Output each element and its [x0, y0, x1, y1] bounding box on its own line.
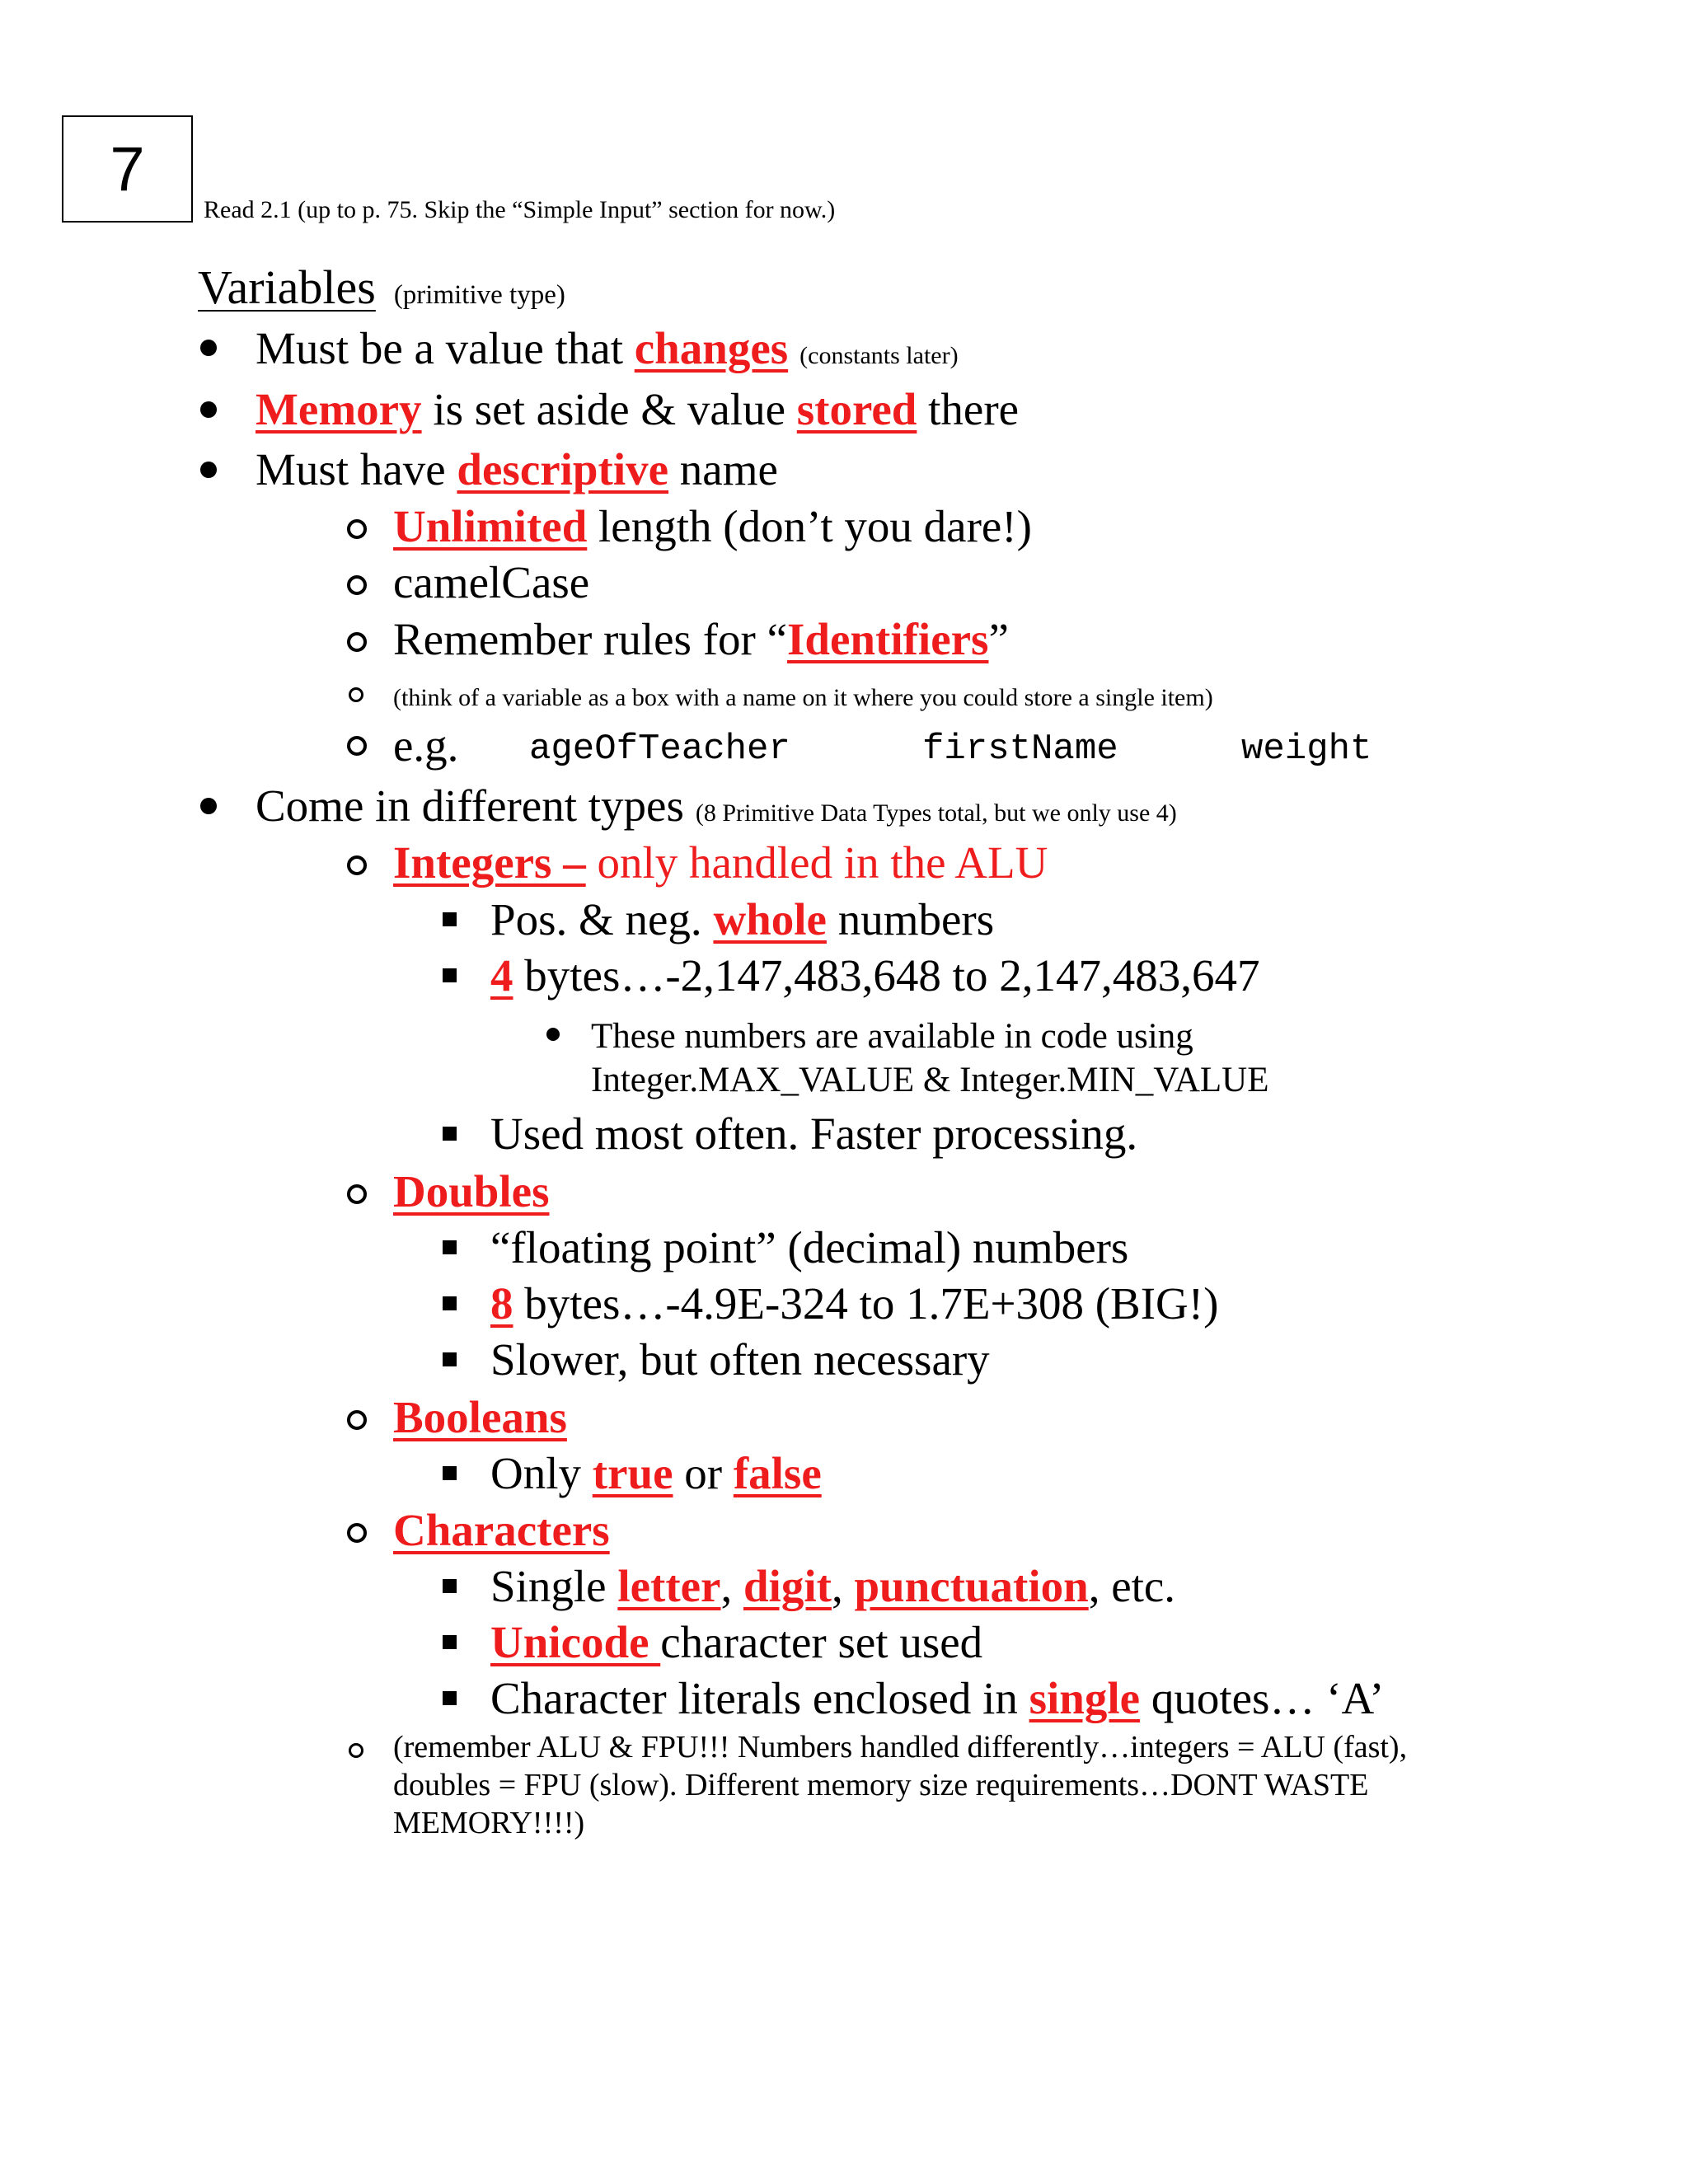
sub-sub-bullet-square — [443, 1240, 457, 1254]
bullet-text: quotes… ‘A’ — [1140, 1673, 1385, 1723]
bullet-dot — [200, 340, 217, 356]
booleans-true-false — [490, 1448, 822, 1498]
keyword-booleans: Booleans — [393, 1392, 567, 1442]
sub-bullet-identifiers — [393, 616, 1009, 662]
bullet-must-change — [256, 323, 959, 373]
keyword-punctuation: punctuation — [854, 1561, 1089, 1611]
sub-bullet-circle — [347, 736, 367, 756]
characters-literals — [490, 1675, 1384, 1721]
keyword-false: false — [733, 1448, 822, 1498]
integers-description: only handled in the ALU — [585, 837, 1048, 888]
remember-note-line2: doubles = FPU (slow). Different memory size requirements…DONT WASTE — [393, 1768, 1369, 1802]
sub-bullet-circle — [347, 1410, 367, 1430]
example-identifier: firstName — [922, 729, 1118, 770]
sub-sub-bullet-square — [443, 1579, 457, 1593]
page-number-box — [62, 115, 193, 223]
sub-bullet-circle — [347, 575, 367, 595]
bullet-text: there — [917, 384, 1020, 434]
remember-note-line3: MEMORY!!!!) — [393, 1806, 585, 1840]
example-identifier: ageOfTeacher — [529, 729, 790, 770]
bullet-text: Must have — [256, 444, 457, 494]
sub-sub-bullet-square — [443, 1352, 457, 1366]
bullet-text: numbers — [826, 894, 995, 944]
reading-assignment: Read 2.1 (up to p. 75. Skip the “Simple Input” section for now.) — [204, 196, 836, 223]
type-characters — [393, 1507, 610, 1553]
characters-unicode — [490, 1619, 982, 1665]
sub-bullet-camelcase: camelCase — [393, 557, 590, 607]
examples-label: e.g. — [393, 720, 459, 771]
bullet-text: , etc. — [1088, 1561, 1176, 1611]
page-number: 7 — [110, 134, 145, 204]
bullet-dot — [546, 1028, 560, 1041]
sub-sub-bullet-square — [443, 912, 457, 926]
keyword-8: 8 — [490, 1278, 513, 1329]
keyword-letter: letter — [617, 1561, 721, 1611]
keyword-stored: stored — [796, 384, 917, 434]
heading-title: Variables — [198, 260, 376, 314]
bullet-note: (8 Primitive Data Types total, but we only use 4) — [695, 799, 1177, 827]
keyword-4: 4 — [490, 950, 513, 1001]
keyword-unicode: Unicode — [490, 1617, 661, 1667]
type-booleans — [393, 1394, 567, 1440]
bullet-text: Pos. & neg. — [490, 894, 714, 944]
sub-bullet-circle — [349, 1743, 363, 1758]
sub-bullet-circle — [347, 519, 367, 539]
keyword-characters: Characters — [393, 1505, 610, 1555]
integers-min-max-note-line1: These numbers are available in code using — [591, 1017, 1193, 1056]
bullet-text: Character literals enclosed in — [490, 1673, 1029, 1723]
keyword-whole: whole — [713, 894, 827, 944]
sub-bullet-circle — [347, 1523, 367, 1543]
bullet-text: Single — [490, 1561, 618, 1611]
bullet-dot — [200, 462, 217, 478]
keyword-doubles: Doubles — [393, 1166, 550, 1216]
bullet-text: character set used — [660, 1617, 983, 1667]
bullet-text: Come in different types — [256, 780, 684, 831]
bullet-text: or — [673, 1448, 734, 1498]
section-heading — [198, 260, 565, 315]
bullet-text: bytes…-2,147,483,648 to 2,147,483,647 — [513, 950, 1260, 1001]
bullet-memory — [256, 384, 1020, 434]
bullet-note: (constants later) — [799, 342, 959, 369]
bullet-text: Must be a value that — [256, 323, 635, 373]
keyword-changes: changes — [634, 323, 789, 373]
doubles-floating-point: “floating point” (decimal) numbers — [490, 1222, 1129, 1272]
bullet-text: length (don’t you dare!) — [587, 501, 1032, 551]
doubles-bytes — [490, 1278, 1219, 1329]
bullet-text: , — [831, 1561, 855, 1611]
sub-bullet-examples — [393, 720, 1372, 771]
sub-bullet-circle — [347, 632, 367, 652]
integers-whole — [490, 894, 995, 944]
sub-sub-bullet-square — [443, 1466, 457, 1480]
type-doubles — [393, 1166, 550, 1216]
sub-bullet-circle — [347, 1184, 367, 1204]
bullet-dot — [200, 401, 217, 418]
bullet-text: Remember rules for “ — [393, 614, 788, 664]
type-integers — [393, 837, 1048, 888]
sub-sub-bullet-square — [443, 1635, 457, 1649]
sub-sub-bullet-square — [443, 968, 457, 982]
bullet-text: ” — [988, 614, 1009, 664]
characters-single — [490, 1563, 1175, 1609]
heading-subtitle: (primitive type) — [393, 280, 565, 310]
keyword-true: true — [592, 1448, 673, 1498]
integers-bytes — [490, 950, 1260, 1001]
keyword-integers: Integers – — [393, 837, 586, 888]
sub-sub-bullet-square — [443, 1127, 457, 1141]
keyword-single: single — [1029, 1673, 1141, 1723]
keyword-identifiers: Identifiers — [787, 614, 989, 664]
keyword-memory: Memory — [256, 384, 422, 434]
bullet-dot — [200, 798, 217, 814]
sub-bullet-box-analogy: (think of a variable as a box with a name on it where you could store a single item) — [393, 684, 1213, 711]
bullet-text: , — [720, 1561, 743, 1611]
bullet-text: bytes…-4.9E-324 to 1.7E+308 (BIG!) — [513, 1278, 1219, 1329]
remember-note-line1: (remember ALU & FPU!!! Numbers handled differently…integers = ALU (fast), — [393, 1730, 1408, 1765]
bullet-descriptive-name — [256, 444, 778, 494]
keyword-unlimited: Unlimited — [393, 501, 588, 551]
keyword-descriptive: descriptive — [457, 444, 669, 494]
doubles-slower: Slower, but often necessary — [490, 1334, 990, 1385]
bullet-text: Only — [490, 1448, 593, 1498]
integers-used-most: Used most often. Faster processing. — [490, 1108, 1138, 1159]
bullet-different-types — [256, 780, 1177, 831]
sub-bullet-circle — [349, 687, 363, 702]
integers-min-max-note-line2: Integer.MAX_VALUE & Integer.MIN_VALUE — [591, 1061, 1269, 1099]
sub-bullet-unlimited — [393, 501, 1032, 551]
bullet-text: name — [668, 444, 778, 494]
example-identifier: weight — [1241, 729, 1372, 770]
sub-bullet-circle — [347, 855, 367, 875]
sub-sub-bullet-square — [443, 1691, 457, 1705]
bullet-text: is set aside & value — [421, 384, 797, 434]
keyword-digit: digit — [743, 1561, 832, 1611]
sub-sub-bullet-square — [443, 1296, 457, 1310]
